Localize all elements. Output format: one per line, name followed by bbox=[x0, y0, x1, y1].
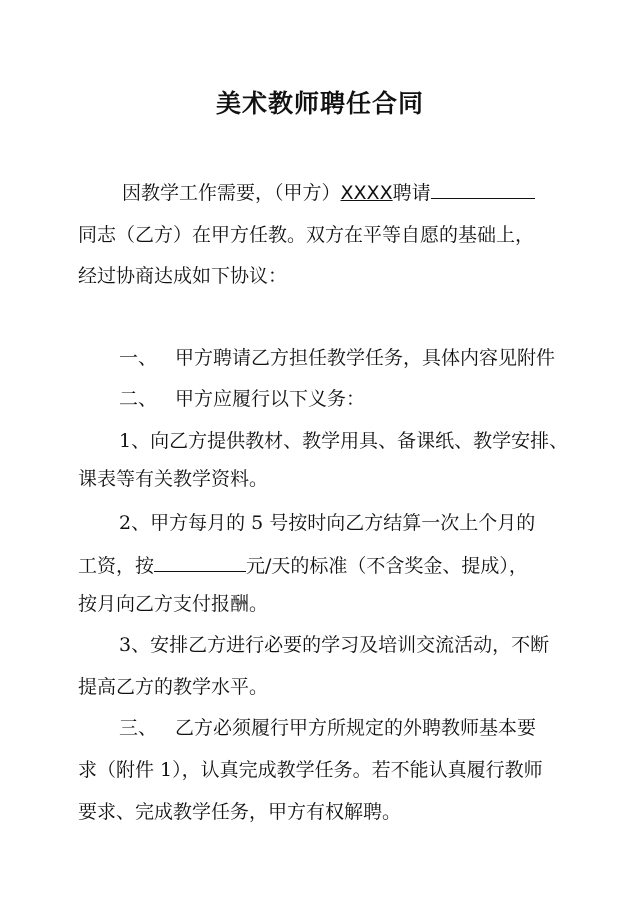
clause-3-line-2: 求（附件 1），认真完成教学任务。若不能认真履行教师 bbox=[78, 759, 543, 781]
hiree-name-blank bbox=[431, 180, 535, 199]
item-2-line-1: 2、甲方每月的 5 号按时向乙方结算一次上个月的 bbox=[119, 512, 536, 534]
clause-3-number: 三、 bbox=[119, 717, 158, 739]
clause-1-number: 一、 bbox=[119, 347, 158, 369]
party-a-name: XXXX bbox=[340, 182, 393, 204]
clause-1-text: 甲方聘请乙方担任教学任务，具体内容见附件 bbox=[175, 347, 556, 369]
item-1-line-1: 1、向乙方提供教材、教学用具、备课纸、教学安排、 bbox=[119, 430, 569, 452]
item-2-text-b: 元/天的标准（不含奖金、提成）， bbox=[246, 555, 528, 577]
intro-line-1 bbox=[122, 180, 535, 205]
item-2-line-2 bbox=[78, 553, 528, 578]
item-3-line-2: 提高乙方的教学水平。 bbox=[78, 676, 269, 698]
clause-3-line-3: 要求、完成教学任务，甲方有权解聘。 bbox=[78, 801, 402, 823]
intro-text-b: 聘请 bbox=[392, 182, 431, 204]
clause-3-line-1 bbox=[119, 716, 536, 740]
clause-2-number: 二、 bbox=[119, 388, 158, 410]
clause-1 bbox=[119, 346, 555, 370]
intro-line-2: 同志（乙方）在甲方任教。双方在平等自愿的基础上， bbox=[78, 224, 535, 246]
intro-text-a: 因教学工作需要，（甲方） bbox=[122, 182, 341, 204]
daily-wage-blank bbox=[154, 553, 246, 572]
item-2-line-3: 按月向乙方支付报酬。 bbox=[78, 593, 269, 615]
item-1-line-2: 课表等有关教学资料。 bbox=[78, 468, 269, 490]
item-3-line-1: 3、安排乙方进行必要的学习及培训交流活动，不断 bbox=[119, 634, 550, 656]
clause-2-text: 甲方应履行以下义务： bbox=[175, 388, 366, 410]
clause-2 bbox=[119, 387, 365, 411]
intro-line-3: 经过协商达成如下协议： bbox=[78, 265, 288, 287]
clause-3-text: 乙方必须履行甲方所规定的外聘教师基本要 bbox=[175, 717, 537, 739]
item-2-text-a: 工资，按 bbox=[78, 555, 155, 577]
page-title: 美术教师聘任合同 bbox=[215, 89, 424, 118]
